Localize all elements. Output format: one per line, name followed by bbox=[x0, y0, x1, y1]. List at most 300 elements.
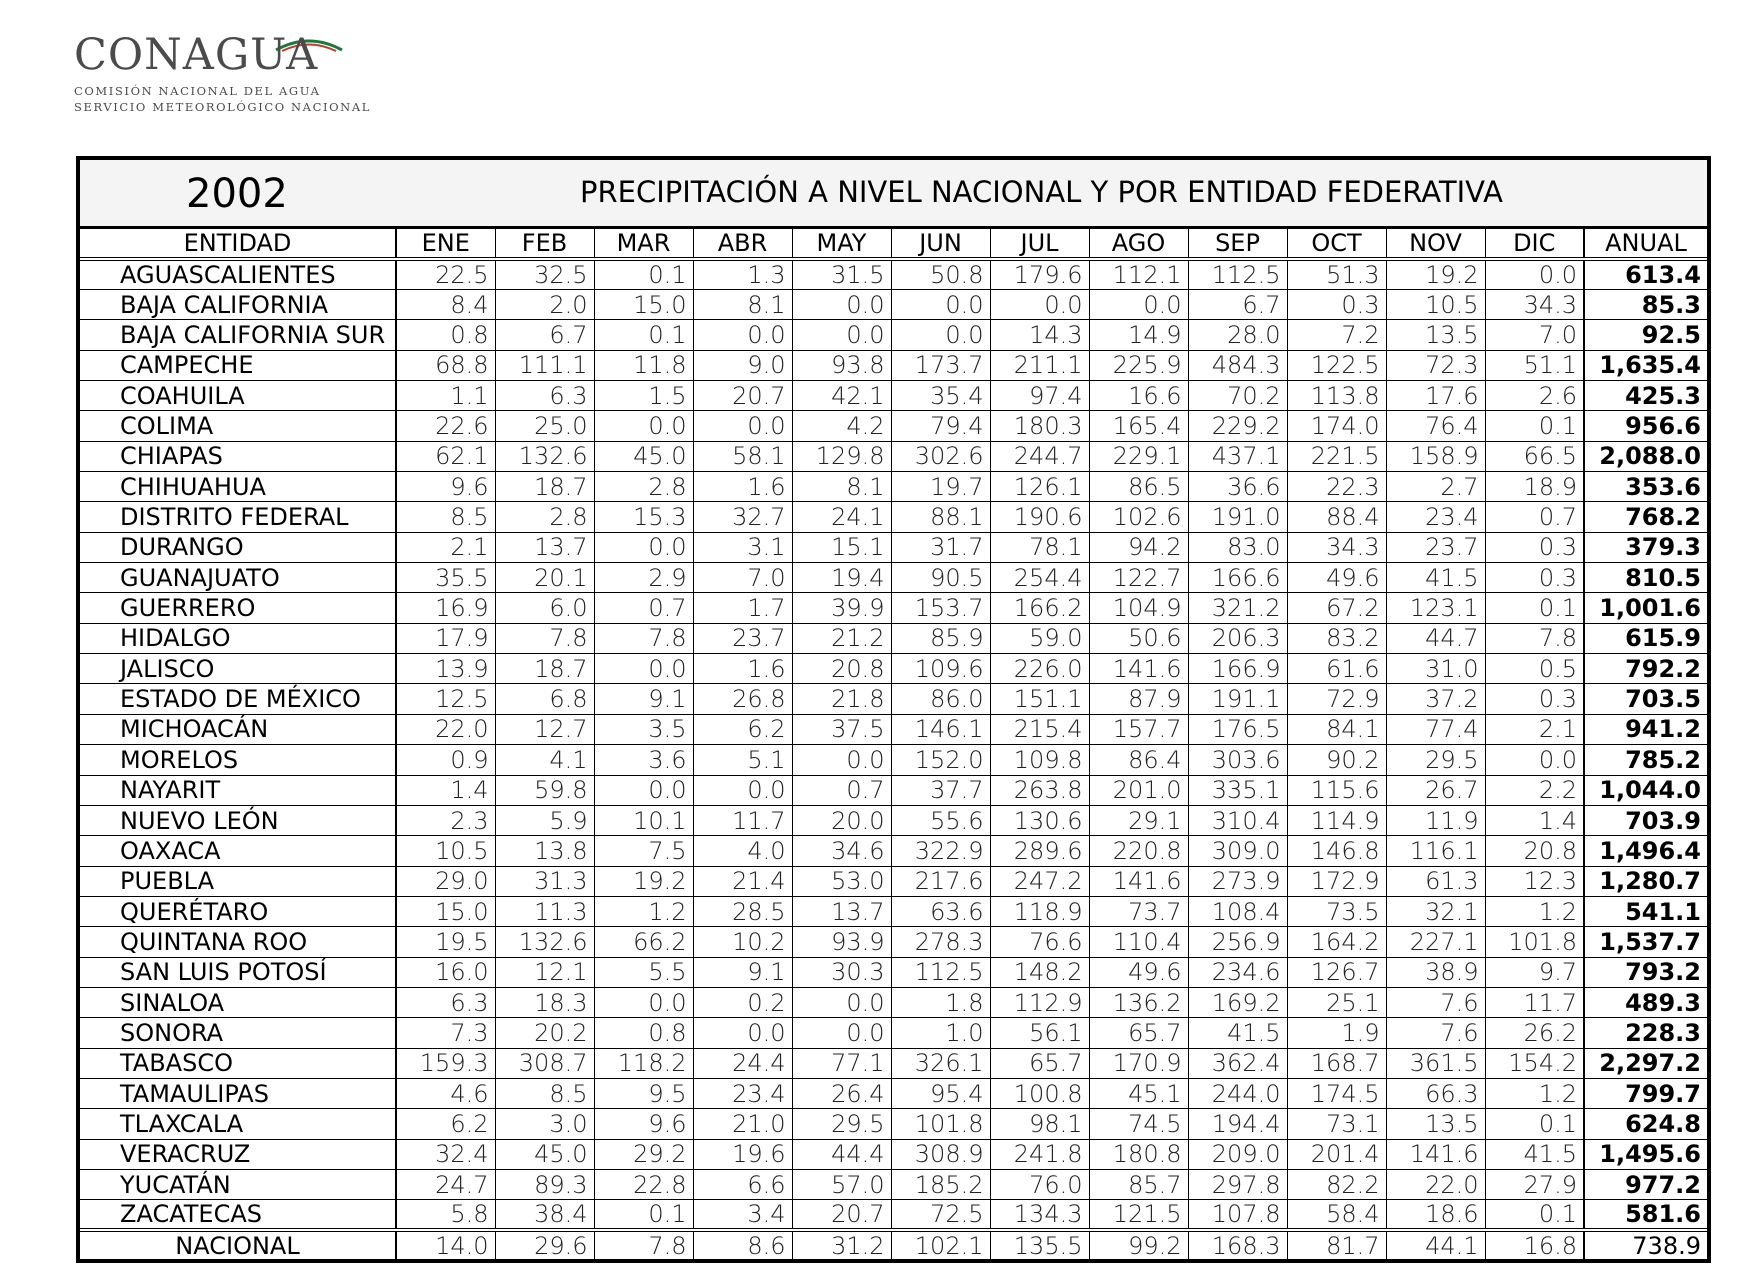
entidad-cell: GUERRERO bbox=[80, 593, 396, 623]
anual-cell: 785.2 bbox=[1584, 745, 1707, 775]
anual-cell: 1,001.6 bbox=[1584, 593, 1707, 623]
value-cell: 1.4 bbox=[1485, 805, 1584, 835]
value-cell: 22.3 bbox=[1287, 472, 1386, 502]
value-cell: 24.4 bbox=[693, 1048, 792, 1078]
table-body bbox=[80, 259, 1707, 1261]
value-cell: 12.5 bbox=[396, 684, 495, 714]
value-cell: 16.0 bbox=[396, 957, 495, 987]
value-cell: 321.2 bbox=[1188, 593, 1287, 623]
anual-cell: 489.3 bbox=[1584, 987, 1707, 1017]
value-cell: 58.4 bbox=[1287, 1200, 1386, 1231]
value-cell: 7.8 bbox=[495, 623, 594, 653]
value-cell: 2.3 bbox=[396, 805, 495, 835]
value-cell: 62.1 bbox=[396, 441, 495, 471]
value-cell: 0.0 bbox=[594, 532, 693, 562]
value-cell: 244.0 bbox=[1188, 1078, 1287, 1108]
value-cell: 28.5 bbox=[693, 896, 792, 926]
value-cell: 61.3 bbox=[1386, 866, 1485, 896]
value-cell: 0.0 bbox=[1089, 290, 1188, 320]
value-cell: 22.6 bbox=[396, 411, 495, 441]
value-cell: 362.4 bbox=[1188, 1048, 1287, 1078]
table-row bbox=[80, 1139, 1707, 1169]
column-header-entidad: ENTIDAD bbox=[80, 228, 396, 260]
value-cell: 73.1 bbox=[1287, 1109, 1386, 1139]
value-cell: 8.5 bbox=[495, 1078, 594, 1108]
value-cell: 18.6 bbox=[1386, 1200, 1485, 1231]
column-header-mar: MAR bbox=[594, 228, 693, 260]
value-cell: 4.0 bbox=[693, 836, 792, 866]
value-cell: 66.3 bbox=[1386, 1078, 1485, 1108]
table-row bbox=[80, 563, 1707, 593]
value-cell: 5.5 bbox=[594, 957, 693, 987]
value-cell: 113.8 bbox=[1287, 381, 1386, 411]
value-cell: 90.2 bbox=[1287, 745, 1386, 775]
value-cell: 1.3 bbox=[693, 259, 792, 290]
value-cell: 13.7 bbox=[495, 532, 594, 562]
anual-cell: 1,537.7 bbox=[1584, 927, 1707, 957]
value-cell: 121.5 bbox=[1089, 1200, 1188, 1231]
value-cell: 13.9 bbox=[396, 654, 495, 684]
value-cell: 10.1 bbox=[594, 805, 693, 835]
value-cell: 7.8 bbox=[594, 623, 693, 653]
value-cell: 308.7 bbox=[495, 1048, 594, 1078]
value-cell: 34.6 bbox=[792, 836, 891, 866]
entidad-cell: QUERÉTARO bbox=[80, 896, 396, 926]
value-cell: 19.7 bbox=[891, 472, 990, 502]
value-cell: 7.0 bbox=[1485, 320, 1584, 350]
value-cell: 9.7 bbox=[1485, 957, 1584, 987]
value-cell: 211.1 bbox=[990, 350, 1089, 380]
value-cell: 38.4 bbox=[495, 1200, 594, 1231]
value-cell: 29.6 bbox=[495, 1230, 594, 1260]
value-cell: 2.7 bbox=[1386, 472, 1485, 502]
table-row bbox=[80, 350, 1707, 380]
value-cell: 109.6 bbox=[891, 654, 990, 684]
value-cell: 29.5 bbox=[792, 1109, 891, 1139]
value-cell: 190.6 bbox=[990, 502, 1089, 532]
value-cell: 58.1 bbox=[693, 441, 792, 471]
value-cell: 24.7 bbox=[396, 1169, 495, 1199]
table-row bbox=[80, 593, 1707, 623]
value-cell: 66.5 bbox=[1485, 441, 1584, 471]
value-cell: 41.5 bbox=[1485, 1139, 1584, 1169]
value-cell: 56.1 bbox=[990, 1018, 1089, 1048]
value-cell: 29.5 bbox=[1386, 745, 1485, 775]
value-cell: 88.1 bbox=[891, 502, 990, 532]
value-cell: 49.6 bbox=[1089, 957, 1188, 987]
value-cell: 254.4 bbox=[990, 563, 1089, 593]
value-cell: 165.4 bbox=[1089, 411, 1188, 441]
entidad-cell: MORELOS bbox=[80, 745, 396, 775]
anual-cell: 1,635.4 bbox=[1584, 350, 1707, 380]
value-cell: 221.5 bbox=[1287, 441, 1386, 471]
value-cell: 0.1 bbox=[594, 259, 693, 290]
value-cell: 9.6 bbox=[396, 472, 495, 502]
value-cell: 15.0 bbox=[396, 896, 495, 926]
column-header-jun: JUN bbox=[891, 228, 990, 260]
value-cell: 7.6 bbox=[1386, 987, 1485, 1017]
value-cell: 3.4 bbox=[693, 1200, 792, 1231]
value-cell: 132.6 bbox=[495, 441, 594, 471]
value-cell: 166.2 bbox=[990, 593, 1089, 623]
value-cell: 36.6 bbox=[1188, 472, 1287, 502]
entidad-cell: DURANGO bbox=[80, 532, 396, 562]
value-cell: 45.1 bbox=[1089, 1078, 1188, 1108]
entidad-cell: ZACATECAS bbox=[80, 1200, 396, 1231]
column-header-abr: ABR bbox=[693, 228, 792, 260]
value-cell: 32.1 bbox=[1386, 896, 1485, 926]
value-cell: 309.0 bbox=[1188, 836, 1287, 866]
entidad-cell: SONORA bbox=[80, 1018, 396, 1048]
value-cell: 17.6 bbox=[1386, 381, 1485, 411]
value-cell: 26.4 bbox=[792, 1078, 891, 1108]
value-cell: 0.7 bbox=[792, 775, 891, 805]
table-row bbox=[80, 532, 1707, 562]
column-header-dic: DIC bbox=[1485, 228, 1584, 260]
value-cell: 11.8 bbox=[594, 350, 693, 380]
value-cell: 0.9 bbox=[396, 745, 495, 775]
value-cell: 45.0 bbox=[495, 1139, 594, 1169]
table-row bbox=[80, 502, 1707, 532]
anual-cell: 2,297.2 bbox=[1584, 1048, 1707, 1078]
value-cell: 1.2 bbox=[1485, 896, 1584, 926]
value-cell: 0.0 bbox=[693, 1018, 792, 1048]
logo-title: CONAGUA bbox=[74, 30, 319, 80]
column-header-oct: OCT bbox=[1287, 228, 1386, 260]
table-row bbox=[80, 684, 1707, 714]
value-cell: 6.7 bbox=[495, 320, 594, 350]
value-cell: 174.5 bbox=[1287, 1078, 1386, 1108]
value-cell: 112.5 bbox=[891, 957, 990, 987]
table-row bbox=[80, 745, 1707, 775]
table-row bbox=[80, 927, 1707, 957]
entidad-cell: BAJA CALIFORNIA bbox=[80, 290, 396, 320]
value-cell: 13.8 bbox=[495, 836, 594, 866]
value-cell: 26.2 bbox=[1485, 1018, 1584, 1048]
value-cell: 0.0 bbox=[990, 290, 1089, 320]
value-cell: 5.1 bbox=[693, 745, 792, 775]
value-cell: 136.2 bbox=[1089, 987, 1188, 1017]
value-cell: 437.1 bbox=[1188, 441, 1287, 471]
header-row bbox=[80, 228, 1707, 260]
value-cell: 9.1 bbox=[693, 957, 792, 987]
value-cell: 168.7 bbox=[1287, 1048, 1386, 1078]
value-cell: 1.6 bbox=[693, 472, 792, 502]
value-cell: 93.8 bbox=[792, 350, 891, 380]
value-cell: 168.3 bbox=[1188, 1230, 1287, 1260]
value-cell: 28.0 bbox=[1188, 320, 1287, 350]
anual-cell: 353.6 bbox=[1584, 472, 1707, 502]
value-cell: 86.0 bbox=[891, 684, 990, 714]
value-cell: 77.4 bbox=[1386, 714, 1485, 744]
anual-cell: 2,088.0 bbox=[1584, 441, 1707, 471]
entidad-cell: AGUASCALIENTES bbox=[80, 259, 396, 290]
value-cell: 70.2 bbox=[1188, 381, 1287, 411]
value-cell: 22.8 bbox=[594, 1169, 693, 1199]
value-cell: 83.0 bbox=[1188, 532, 1287, 562]
value-cell: 31.2 bbox=[792, 1230, 891, 1260]
value-cell: 2.8 bbox=[594, 472, 693, 502]
value-cell: 0.1 bbox=[594, 320, 693, 350]
value-cell: 123.1 bbox=[1386, 593, 1485, 623]
value-cell: 141.6 bbox=[1089, 866, 1188, 896]
column-header-anual: ANUAL bbox=[1584, 228, 1707, 260]
value-cell: 21.0 bbox=[693, 1109, 792, 1139]
anual-cell: 703.5 bbox=[1584, 684, 1707, 714]
value-cell: 135.5 bbox=[990, 1230, 1089, 1260]
anual-cell: 613.4 bbox=[1584, 259, 1707, 290]
value-cell: 6.3 bbox=[396, 987, 495, 1017]
value-cell: 10.2 bbox=[693, 927, 792, 957]
value-cell: 0.0 bbox=[792, 745, 891, 775]
value-cell: 227.1 bbox=[1386, 927, 1485, 957]
table-row bbox=[80, 1169, 1707, 1199]
anual-cell: 768.2 bbox=[1584, 502, 1707, 532]
value-cell: 130.6 bbox=[990, 805, 1089, 835]
value-cell: 2.0 bbox=[495, 290, 594, 320]
value-cell: 38.9 bbox=[1386, 957, 1485, 987]
value-cell: 4.2 bbox=[792, 411, 891, 441]
value-cell: 18.7 bbox=[495, 472, 594, 502]
value-cell: 44.7 bbox=[1386, 623, 1485, 653]
value-cell: 166.9 bbox=[1188, 654, 1287, 684]
value-cell: 85.7 bbox=[1089, 1169, 1188, 1199]
value-cell: 6.0 bbox=[495, 593, 594, 623]
value-cell: 0.1 bbox=[1485, 1109, 1584, 1139]
value-cell: 14.9 bbox=[1089, 320, 1188, 350]
value-cell: 1.6 bbox=[693, 654, 792, 684]
value-cell: 0.7 bbox=[1485, 502, 1584, 532]
value-cell: 173.7 bbox=[891, 350, 990, 380]
value-cell: 234.6 bbox=[1188, 957, 1287, 987]
value-cell: 32.5 bbox=[495, 259, 594, 290]
value-cell: 146.1 bbox=[891, 714, 990, 744]
value-cell: 176.5 bbox=[1188, 714, 1287, 744]
value-cell: 0.0 bbox=[594, 654, 693, 684]
value-cell: 78.1 bbox=[990, 532, 1089, 562]
value-cell: 101.8 bbox=[1485, 927, 1584, 957]
value-cell: 23.7 bbox=[693, 623, 792, 653]
entidad-cell: NUEVO LEÓN bbox=[80, 805, 396, 835]
table-row bbox=[80, 320, 1707, 350]
value-cell: 263.8 bbox=[990, 775, 1089, 805]
value-cell: 1.0 bbox=[891, 1018, 990, 1048]
entidad-cell: PUEBLA bbox=[80, 866, 396, 896]
value-cell: 129.8 bbox=[792, 441, 891, 471]
entidad-cell: OAXACA bbox=[80, 836, 396, 866]
value-cell: 1.2 bbox=[594, 896, 693, 926]
value-cell: 83.2 bbox=[1287, 623, 1386, 653]
value-cell: 4.6 bbox=[396, 1078, 495, 1108]
table-row bbox=[80, 775, 1707, 805]
value-cell: 63.6 bbox=[891, 896, 990, 926]
table-row bbox=[80, 896, 1707, 926]
table-row bbox=[80, 472, 1707, 502]
value-cell: 6.7 bbox=[1188, 290, 1287, 320]
value-cell: 1.2 bbox=[1485, 1078, 1584, 1108]
value-cell: 0.0 bbox=[594, 775, 693, 805]
table-row bbox=[80, 623, 1707, 653]
value-cell: 7.8 bbox=[594, 1230, 693, 1260]
value-cell: 146.8 bbox=[1287, 836, 1386, 866]
value-cell: 179.6 bbox=[990, 259, 1089, 290]
value-cell: 13.5 bbox=[1386, 320, 1485, 350]
value-cell: 297.8 bbox=[1188, 1169, 1287, 1199]
value-cell: 20.8 bbox=[1485, 836, 1584, 866]
value-cell: 22.0 bbox=[1386, 1169, 1485, 1199]
value-cell: 104.9 bbox=[1089, 593, 1188, 623]
value-cell: 65.7 bbox=[1089, 1018, 1188, 1048]
value-cell: 41.5 bbox=[1188, 1018, 1287, 1048]
value-cell: 303.6 bbox=[1188, 745, 1287, 775]
column-header-may: MAY bbox=[792, 228, 891, 260]
value-cell: 112.1 bbox=[1089, 259, 1188, 290]
value-cell: 116.1 bbox=[1386, 836, 1485, 866]
value-cell: 29.2 bbox=[594, 1139, 693, 1169]
value-cell: 0.0 bbox=[891, 290, 990, 320]
value-cell: 273.9 bbox=[1188, 866, 1287, 896]
value-cell: 51.1 bbox=[1485, 350, 1584, 380]
value-cell: 122.7 bbox=[1089, 563, 1188, 593]
value-cell: 53.0 bbox=[792, 866, 891, 896]
entidad-cell: DISTRITO FEDERAL bbox=[80, 502, 396, 532]
value-cell: 278.3 bbox=[891, 927, 990, 957]
value-cell: 81.7 bbox=[1287, 1230, 1386, 1260]
value-cell: 0.8 bbox=[594, 1018, 693, 1048]
value-cell: 2.9 bbox=[594, 563, 693, 593]
value-cell: 0.1 bbox=[594, 1200, 693, 1231]
value-cell: 7.8 bbox=[1485, 623, 1584, 653]
entidad-cell: JALISCO bbox=[80, 654, 396, 684]
value-cell: 0.5 bbox=[1485, 654, 1584, 684]
sheet-header bbox=[80, 160, 1707, 226]
value-cell: 15.1 bbox=[792, 532, 891, 562]
value-cell: 8.1 bbox=[693, 290, 792, 320]
value-cell: 1.5 bbox=[594, 381, 693, 411]
value-cell: 79.4 bbox=[891, 411, 990, 441]
value-cell: 484.3 bbox=[1188, 350, 1287, 380]
value-cell: 19.5 bbox=[396, 927, 495, 957]
value-cell: 8.4 bbox=[396, 290, 495, 320]
value-cell: 86.5 bbox=[1089, 472, 1188, 502]
value-cell: 44.1 bbox=[1386, 1230, 1485, 1260]
value-cell: 13.5 bbox=[1386, 1109, 1485, 1139]
value-cell: 45.0 bbox=[594, 441, 693, 471]
value-cell: 2.1 bbox=[396, 532, 495, 562]
table-row bbox=[80, 1018, 1707, 1048]
value-cell: 0.8 bbox=[396, 320, 495, 350]
value-cell: 25.1 bbox=[1287, 987, 1386, 1017]
value-cell: 157.7 bbox=[1089, 714, 1188, 744]
value-cell: 9.6 bbox=[594, 1109, 693, 1139]
value-cell: 88.4 bbox=[1287, 502, 1386, 532]
value-cell: 201.0 bbox=[1089, 775, 1188, 805]
value-cell: 21.2 bbox=[792, 623, 891, 653]
value-cell: 72.3 bbox=[1386, 350, 1485, 380]
value-cell: 0.2 bbox=[693, 987, 792, 1017]
value-cell: 25.0 bbox=[495, 411, 594, 441]
entidad-cell: HIDALGO bbox=[80, 623, 396, 653]
value-cell: 0.3 bbox=[1485, 532, 1584, 562]
table-row bbox=[80, 1200, 1707, 1231]
table-row bbox=[80, 1078, 1707, 1108]
value-cell: 18.7 bbox=[495, 654, 594, 684]
value-cell: 42.1 bbox=[792, 381, 891, 411]
value-cell: 20.8 bbox=[792, 654, 891, 684]
table-row bbox=[80, 381, 1707, 411]
value-cell: 29.1 bbox=[1089, 805, 1188, 835]
value-cell: 102.6 bbox=[1089, 502, 1188, 532]
value-cell: 0.0 bbox=[1485, 259, 1584, 290]
value-cell: 310.4 bbox=[1188, 805, 1287, 835]
value-cell: 11.7 bbox=[693, 805, 792, 835]
value-cell: 11.9 bbox=[1386, 805, 1485, 835]
value-cell: 93.9 bbox=[792, 927, 891, 957]
value-cell: 27.9 bbox=[1485, 1169, 1584, 1199]
value-cell: 31.7 bbox=[891, 532, 990, 562]
value-cell: 302.6 bbox=[891, 441, 990, 471]
value-cell: 1.7 bbox=[693, 593, 792, 623]
value-cell: 361.5 bbox=[1386, 1048, 1485, 1078]
value-cell: 0.3 bbox=[1485, 684, 1584, 714]
entidad-cell: NACIONAL bbox=[80, 1230, 396, 1260]
entidad-cell: TLAXCALA bbox=[80, 1109, 396, 1139]
value-cell: 22.0 bbox=[396, 714, 495, 744]
table-row bbox=[80, 987, 1707, 1017]
value-cell: 111.1 bbox=[495, 350, 594, 380]
value-cell: 225.9 bbox=[1089, 350, 1188, 380]
value-cell: 19.4 bbox=[792, 563, 891, 593]
entidad-cell: SINALOA bbox=[80, 987, 396, 1017]
value-cell: 30.3 bbox=[792, 957, 891, 987]
value-cell: 5.8 bbox=[396, 1200, 495, 1231]
value-cell: 6.3 bbox=[495, 381, 594, 411]
value-cell: 108.4 bbox=[1188, 896, 1287, 926]
value-cell: 16.9 bbox=[396, 593, 495, 623]
value-cell: 16.6 bbox=[1089, 381, 1188, 411]
value-cell: 247.2 bbox=[990, 866, 1089, 896]
value-cell: 170.9 bbox=[1089, 1048, 1188, 1078]
value-cell: 9.5 bbox=[594, 1078, 693, 1108]
value-cell: 12.7 bbox=[495, 714, 594, 744]
value-cell: 65.7 bbox=[990, 1048, 1089, 1078]
value-cell: 34.3 bbox=[1287, 532, 1386, 562]
value-cell: 8.6 bbox=[693, 1230, 792, 1260]
value-cell: 185.2 bbox=[891, 1169, 990, 1199]
value-cell: 244.7 bbox=[990, 441, 1089, 471]
value-cell: 0.7 bbox=[594, 593, 693, 623]
year-label: 2002 bbox=[186, 171, 288, 217]
value-cell: 151.1 bbox=[990, 684, 1089, 714]
value-cell: 24.1 bbox=[792, 502, 891, 532]
value-cell: 76.4 bbox=[1386, 411, 1485, 441]
value-cell: 326.1 bbox=[891, 1048, 990, 1078]
value-cell: 102.1 bbox=[891, 1230, 990, 1260]
value-cell: 31.5 bbox=[792, 259, 891, 290]
entidad-cell: COAHUILA bbox=[80, 381, 396, 411]
value-cell: 0.0 bbox=[1485, 745, 1584, 775]
value-cell: 31.0 bbox=[1386, 654, 1485, 684]
anual-cell: 1,044.0 bbox=[1584, 775, 1707, 805]
entidad-cell: YUCATÁN bbox=[80, 1169, 396, 1199]
anual-cell: 425.3 bbox=[1584, 381, 1707, 411]
value-cell: 11.7 bbox=[1485, 987, 1584, 1017]
value-cell: 7.2 bbox=[1287, 320, 1386, 350]
value-cell: 20.7 bbox=[693, 381, 792, 411]
value-cell: 26.7 bbox=[1386, 775, 1485, 805]
value-cell: 166.6 bbox=[1188, 563, 1287, 593]
value-cell: 57.0 bbox=[792, 1169, 891, 1199]
